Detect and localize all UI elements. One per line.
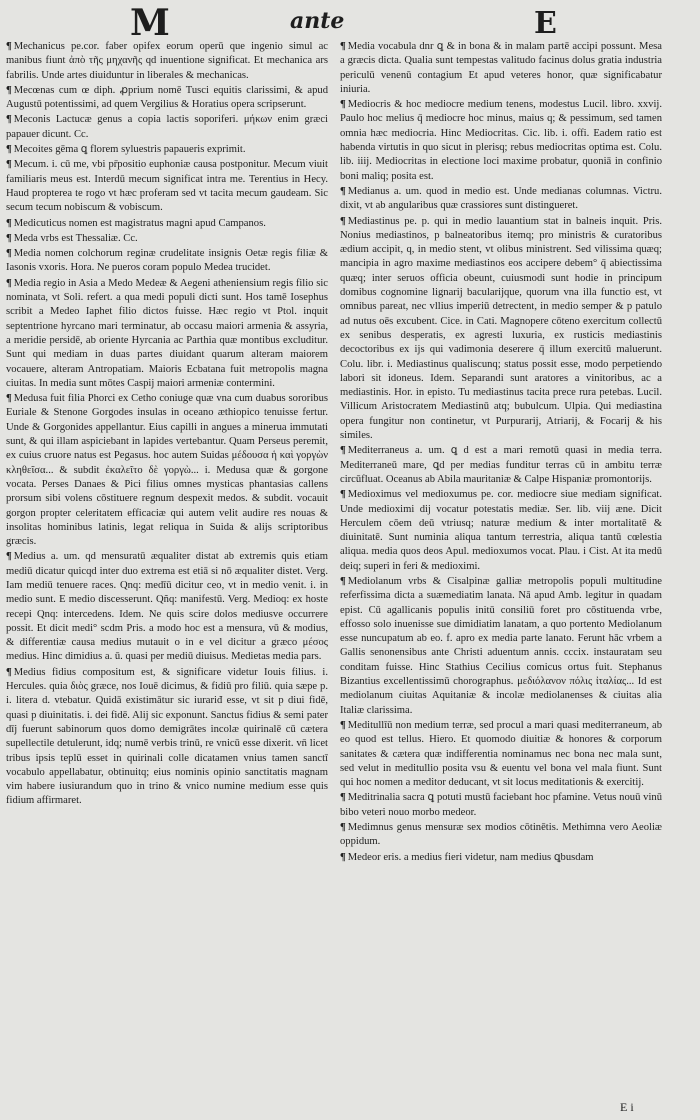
paragraph-mark-icon: ¶ <box>340 489 346 501</box>
header-section-letter: E <box>534 6 557 41</box>
entry-text: Media vocabula dnr ꝗ & in bona & in malam partē accipi possunt. Mesa a græcis dicta. Qualia sunt tempestas valitudo facinus dolus gratia industria periculū venenū contagium Et apud veteres honor, quæ significabatur iniuria. <box>340 41 662 95</box>
entry-text: Media regio in Asia a Medo Medeæ & Aegeni atheniensium regis filio sic nominata, vt Soli. refert. a qua medi populi dicti sunt. Hos tamē Iosephus scribit a Medeo Iaphet filio dictos fuisse. Hæc regio vt Ptol. inquit septentrione hyrcano mari terminatur, ab occasu maiori armenia & assyria, a meridie persidē, ab oriente Hyrcania ac Parthia quæ montibus excluditur. Sunt qui mediam in duas partes diuidant quarum alteram maiorem vocauere, alteram Antropatiam. Maioris Ecbatana fuit metropolis magna ciuitas. In media sunt mōtes Caspij maiori armeniæ contermini. <box>6 277 328 389</box>
paragraph-mark-icon: ¶ <box>6 159 12 171</box>
paragraph-mark-icon: ¶ <box>340 215 346 227</box>
dictionary-entry <box>6 232 328 246</box>
paragraph-mark-icon: ¶ <box>6 114 12 126</box>
dictionary-entry <box>6 247 328 276</box>
entry-text: Mediolanum vrbs & Cisalpinæ galliæ metropolis populi multitudine referfissima dicta a suæmediatim lanata. Nā apud Amb. legitur in quadam epist. Cū agallicanis populis initū consiliū foret pro cōstituenda vrbe, effosso solo inuenisse sue dimidiatim lanatam, a quo portento Mediolanum esse nuncupatum ab eo. f. apro ex media parte lanato. Ferunt hāc vrbem a Gallis senonensibus ante Christi aduentum annis. cccix. instauratam seu conditam fuisse. Hinc Stathius Cecilius comicus ortus fuit. Stephanus Bizantius excellentissimū chorographus. μεδιόλανον πόλις ἰταλίας... Id est mediolanum ciuitas Aquitaniæ & incolæ mediolanenses & ciuitas alia Italiæ clarissima. <box>340 575 662 716</box>
entry-text: Medeor eris. a medius fieri videtur, nam medius ꝗbusdam <box>347 851 594 863</box>
paragraph-mark-icon: ¶ <box>6 277 12 289</box>
paragraph-mark-icon: ¶ <box>340 792 346 804</box>
entry-text: Medicuticus nomen est magistratus magni apud Campanos. <box>13 217 266 229</box>
dictionary-entry <box>6 84 328 113</box>
dictionary-entry <box>340 488 662 574</box>
paragraph-mark-icon: ¶ <box>6 144 12 156</box>
left-column <box>6 40 328 1100</box>
paragraph-mark-icon: ¶ <box>340 41 346 52</box>
entry-text: Medianus a. um. quod in medio est. Unde medianas columnas. Victru. dixit, vt ab angularibus quæ crassiores sunt distingueret. <box>340 185 662 212</box>
paragraph-mark-icon: ¶ <box>6 666 12 678</box>
dictionary-entry <box>6 217 328 231</box>
dictionary-entry <box>6 158 328 215</box>
paragraph-mark-icon: ¶ <box>340 719 346 731</box>
paragraph-mark-icon: ¶ <box>6 248 12 260</box>
paragraph-mark-icon: ¶ <box>6 393 12 405</box>
entry-text: Media nomen colchorum reginæ crudelitate insignis Oetæ regis filiæ & Iasonis vxoris. Hora. Ne pueros coram populo Medea trucidet. <box>6 248 328 274</box>
right-column <box>340 40 662 1100</box>
header-initial-letter: M <box>130 2 170 44</box>
header-catchword: ante <box>290 8 345 34</box>
dictionary-entry <box>6 550 328 664</box>
dictionary-entry <box>6 666 328 809</box>
entry-text: Mecoites gēma ꝗ florem syluestris papaueris exprimit. <box>13 144 246 156</box>
entry-text: Mecum. i. cū me, vbi pr̄positio euphoniæ causa postponitur. Mecum viuit familiaris meus est. Interdū mecum significat intra me. Terentius in Hecy. Haud propterea te rogo vt hæc proferam sed vt tacita mecum gaudeam. Sic secum tecum nobiscum & vobiscum. <box>6 159 328 214</box>
dictionary-entry <box>6 277 328 391</box>
entry-text: Medioximus vel medioxumus pe. cor. mediocre siue mediam significat. Unde medioximi dij vocatur potestatis mediæ. Ser. lib. viij æne. Dicit Herculem cōem deū vtriusq; naturæ medium & inter mortalitatē & diuinitatē. Sunt numinia aliqua tantum terrestria, aliqua tantū cœlestia aliqua. media quos deos Apul. medioxumos vocat. Plau. i Cist. At ita medū deiq; superi in feri & medioximi. <box>340 489 662 572</box>
dictionary-entry <box>6 392 328 549</box>
entry-text: Mediastinus pe. p. qui in medio lauantium stat in balneis inquit. Pris. Nonius mediastinos, p balneatoribus itemq; pro ministris & curatoribus ædium accipit, q, in medio stent, vt olibus ministrent. Sed vilissima quæq; mancipia in agro maxime mediastinos eos accipere debem° q̄ abiectissima quæq; inter seruos officia obeunt, cuiusmodi sunt hodie in principum domibus cognomine lignarij bacularijque, quorum vna illa functio est, vt omnibus pareat, nec vllius imperiū detrectent, in medio semper & p patulo ad nutus oēs excubent. Cice. in Cati. Magnopere cōteno exercitum collectū ex senibus desperatis, ex agresti luxuria, ex rusticis mediastinis decoctoribus ex ijs qui vadimonia deserere q̄ illum exercitū maluerunt. Colu. libr. i. Mediastinus qualiscunq; status possit esse, modo perpetiendo labori sit idoneus. Idem. Separandi sunt aratores a vinitoribus, ac a mediastinis. Hor. in episto. Tu mediastinus tacita prece rura petebas. Lucil. Villicum Aristocratem Mediastinū atq; bubulcum. Ulpia. Qui mediastina opera fungitur non continetur, vt Purpurarij, Atriarij, & Focarij & his similes. <box>340 215 662 442</box>
entry-text: Mediterraneus a. um. ꝗ d est a mari remotū quasi in media terra. Mediterraneū mare, ꝗd per medias funditur terras cū in ambitu terræ circūfluat. Oceanus ab Abila mauritaniæ & Calpe Hispaniæ promontorijs. <box>340 445 662 485</box>
paragraph-mark-icon: ¶ <box>6 217 12 229</box>
dictionary-entry <box>340 40 662 97</box>
paragraph-mark-icon: ¶ <box>340 99 346 111</box>
paragraph-mark-icon: ¶ <box>340 575 346 587</box>
paragraph-mark-icon: ¶ <box>6 41 12 52</box>
entry-text: Meconis Lactucæ genus a copia lactis soporiferi. μήκων enim græci papauer dicunt. Cc. <box>6 114 328 140</box>
running-header <box>0 0 700 44</box>
paragraph-mark-icon: ¶ <box>340 445 346 457</box>
entry-text: Meditrinalia sacra ꝗ potuti mustū faciebant hoc pfamine. Vetus nouū vinū bibo veteri nouo morbo medeor. <box>340 792 662 818</box>
entry-text: Meditullīū non medium terræ, sed procul a mari quasi mediterraneum, ab eo quod est tellus. Hiero. Et quomodo diuitiæ & honores & corporum sanitates & cætera quæ indifferentia nominamus nec bona nec mala sunt, sed velut in meditullio posita vsu & euentu vel bona vel mala fiunt. Sunt qui hoc nomen a meditor deducant, vt sit locus meditationis & exercitij. <box>340 719 662 789</box>
paragraph-mark-icon: ¶ <box>340 851 346 863</box>
signature-mark: E i <box>620 1100 634 1114</box>
entry-text: Medusa fuit filia Phorci ex Cetho coniuge quæ vna cum duabus sororibus Euriale & Stenone Gorgodes insulas in oceano æthiopico tenuisse fertur. Unde & Gorgonides appellantur. Eius capilli in angues a minerua immutati sunt, & qui illam aspiciebant in lapides vertebantur. Quam Perseus peremit, ex cuius cruore natus est Pegasus. hoc autem Suidas μέδουσα ἡ καὶ γοργὼν κληθεῖσα... & subdit ἐκαλεῖτο δὲ γοργὼ... i. Medusa quæ & gorgone vocata. Perses Danaes & Pici filius omnes mysticas phantasias callens prorsum sibi volens cōstituere regnum despexit medos. & subdit. vocauit gorgon propter celeritatem efficaciæ qui autem velit audire res nouas & insolitas hominibus latinis, legat reliqua in Suida & alijs scriptoribus græcis. <box>6 393 328 548</box>
dictionary-entry <box>340 215 662 444</box>
entry-text: Mediocris & hoc mediocre medium tenens, modestus Lucil. libro. xxvij. Paulo hoc melius q̄ mediocre hoc minus, maius q; & pessimum, sed tamen omnia hæc mediocria. Hinc Mediocritas. Cic. lib. i. offi. Eadem ratio est habenda virtutis in quo sicut in plerisq; rebus mediocritas optima est. Colu. lib. iiij. Mediocritas in electione loci maxime probatur, quoniā in confinio boni maliq; posita est. <box>340 99 662 182</box>
dictionary-entry <box>340 719 662 790</box>
entry-text: Medius fidius compositum est, & significare videtur Iouis filius. i. Hercules. quia διὸς græce, nos Iouē dicimus, & fidiū pro filiū. quia sæpe p. i. litera d. vtebatur. Quidā existimātur sic iurariđ esse, vt sit p diui fidē, quasi p diuinitatis. i. dei fidē. Alij sic exponunt. Sanctus fidius & semi pater dīj fuerunt sabinorum quos domo demigrātes incolæ quirinalē cū cætera supellectile detulerunt, idq; numē verbis trinū, re vnicū esse dixerit. vn̄ licet tribus ipsis teplū esset in quirinali colle dicatamen vnius tamen sanctī vocabulo appellabatur, obtinuitq; eius nominis opinio sanctitatis magnam vim habere iusiurandum quo in trino & vnico numine medium esse quis fidium affirmaret. <box>6 666 328 807</box>
dictionary-entry <box>6 40 328 83</box>
dictionary-entry <box>340 185 662 214</box>
paragraph-mark-icon: ¶ <box>6 232 12 244</box>
dictionary-entry <box>340 851 662 865</box>
entry-text: Mecœnas cum œ diph. ꝓprium nomē Tusci equitis clarissimi, & apud Augustū potentissimi, ad quem Vergilius & Horatius opera scripserunt. <box>6 84 328 111</box>
paragraph-mark-icon: ¶ <box>6 84 12 96</box>
dictionary-entry <box>340 444 662 487</box>
entry-text: Meda vrbs est Thessaliæ. Cc. <box>13 232 138 244</box>
entry-text: Medimnus genus mensuræ sex modios cōtinētis. Methimna vero Aeoliæ oppidum. <box>340 822 662 848</box>
dictionary-entry <box>340 98 662 184</box>
paragraph-mark-icon: ¶ <box>340 822 346 834</box>
entry-text: Medius a. um. qd mensuratū æqualiter distat ab extremis quis etiam mediū dicatur quicqd inter duo extrema est etiā si nō æqualiter distet. Verg. Iam mediū tenuere races. Qnq: medīū dicitur ceo, vt in medio venit. i. in medio sunt. E medio discesserunt. Qñq: manifestū. Verg. Medioq: ex hoste recepi Qnq: intercedens. Idem. Ne quis scire dolos mediusve occurrere possit. Et dicit medi° scdm Pris. a modo hoc est a mensura, vū & modius, & differentiæ causa medius mutauit o in e vel dicitur a græco μέσος medius. Hinc dimidius a. ū. quasi per mediū diuisus. Medietas media pars. <box>6 551 328 663</box>
paragraph-mark-icon: ¶ <box>340 185 346 197</box>
dictionary-entry <box>340 791 662 820</box>
dictionary-entry <box>340 821 662 850</box>
dictionary-entry <box>340 575 662 718</box>
dictionary-entry <box>6 113 328 142</box>
paragraph-mark-icon: ¶ <box>6 551 12 563</box>
entry-text: Mechanicus pe.cor. faber opifex eorum operū que ingenio simul ac manibus fiunt ἀπὸ τῆς μηχανῆς qd inuentione significat. Et mechanica ars fabrilis. Unde artes diuiduntur in liberales & mechanicas. <box>6 41 328 81</box>
dictionary-entry <box>6 143 328 157</box>
